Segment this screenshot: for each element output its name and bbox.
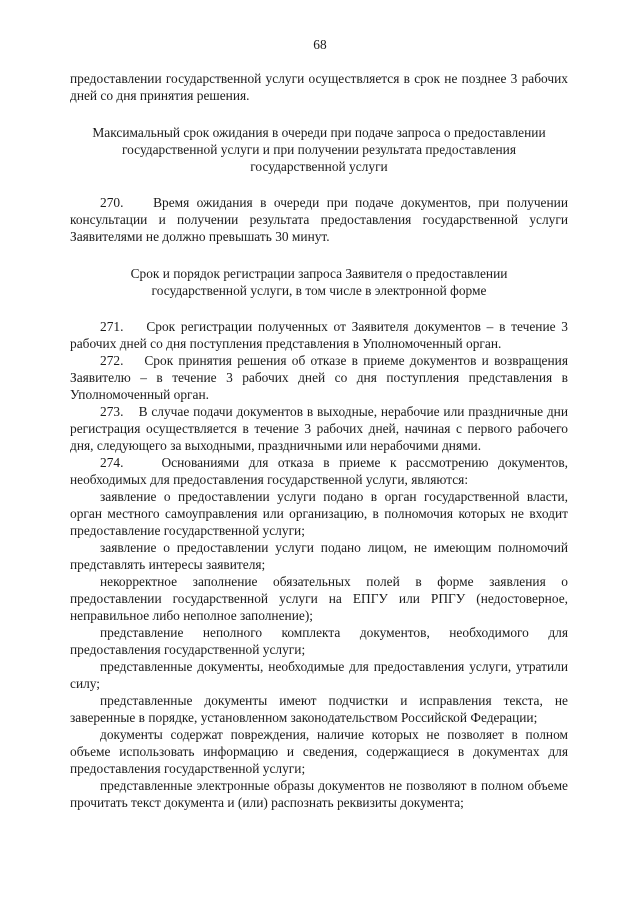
section-heading-queue-time	[76, 124, 562, 175]
heading-line: государственной услуги	[250, 159, 388, 174]
heading-line: Срок и порядок регистрации запроса Заявителя о предоставлении	[130, 266, 508, 281]
page-content	[70, 70, 568, 811]
section-heading-registration	[76, 265, 562, 299]
paragraph-273: 273. В случае подачи документов в выходные, нерабочие или праздничные дни регистрация осуществляется в течение 3 рабочих дней, начиная с первого рабочего дня, следующего за выходными, праздничными или нерабочими днями.	[70, 404, 568, 453]
paragraph-271: 271. Срок регистрации полученных от Заявителя документов – в течение 3 рабочих дней со дня поступления представления в Уполномоченный орган.	[70, 319, 568, 351]
heading-line: государственной услуги и при получении результата предоставления	[121, 142, 517, 157]
continuation-paragraph: предоставлении государственной услуги осуществляется в срок не позднее 3 рабочих дней со дня принятия решения.	[70, 71, 568, 103]
ground-item: заявление о предоставлении услуги подано лицом, не имеющим полномочий представлять интересы заявителя;	[70, 540, 568, 572]
ground-item: документы содержат повреждения, наличие которых не позволяет в полном объеме использовать информацию и сведения, содержащиеся в документах для предоставления государственной услуги;	[70, 727, 568, 776]
paragraph-270: 270. Время ожидания в очереди при подаче документов, при получении консультации и получении результата предоставления государственной услуги Заявителями не должно превышать 30 минут.	[70, 195, 568, 244]
heading-line: государственной услуги, в том числе в электронной форме	[151, 283, 487, 298]
paragraph-274: 274. Основаниями для отказа в приеме к рассмотрению документов, необходимых для предоставления государственной услуги, являются:	[70, 455, 568, 487]
page-number: 68	[313, 37, 327, 52]
ground-item: представленные документы имеют подчистки и исправления текста, не заверенные в порядке, установленном законодательством Российской Федерации;	[70, 693, 568, 725]
ground-item: представление неполного комплекта документов, необходимого для предоставления государственной услуги;	[70, 625, 568, 657]
paragraph-272: 272. Срок принятия решения об отказе в приеме документов и возвращения Заявителю – в течение 3 рабочих дней со дня поступления представления в Уполномоченный орган.	[70, 353, 568, 402]
ground-item: заявление о предоставлении услуги подано в орган государственной власти, орган местного самоуправления или организацию, в полномочия которых не входит предоставление государственной услуги;	[70, 489, 568, 538]
ground-item: представленные документы, необходимые для предоставления услуги, утратили силу;	[70, 659, 568, 691]
ground-item: некорректное заполнение обязательных полей в форме заявления о предоставлении государственной услуги на ЕПГУ или РПГУ (недостоверное, неправильное либо неполное заполнение);	[70, 574, 568, 623]
ground-item: представленные электронные образы документов не позволяют в полном объеме прочитать текст документа и (или) распознать реквизиты документа;	[70, 778, 568, 810]
heading-line: Максимальный срок ожидания в очереди при подаче запроса о предоставлении	[92, 125, 546, 140]
